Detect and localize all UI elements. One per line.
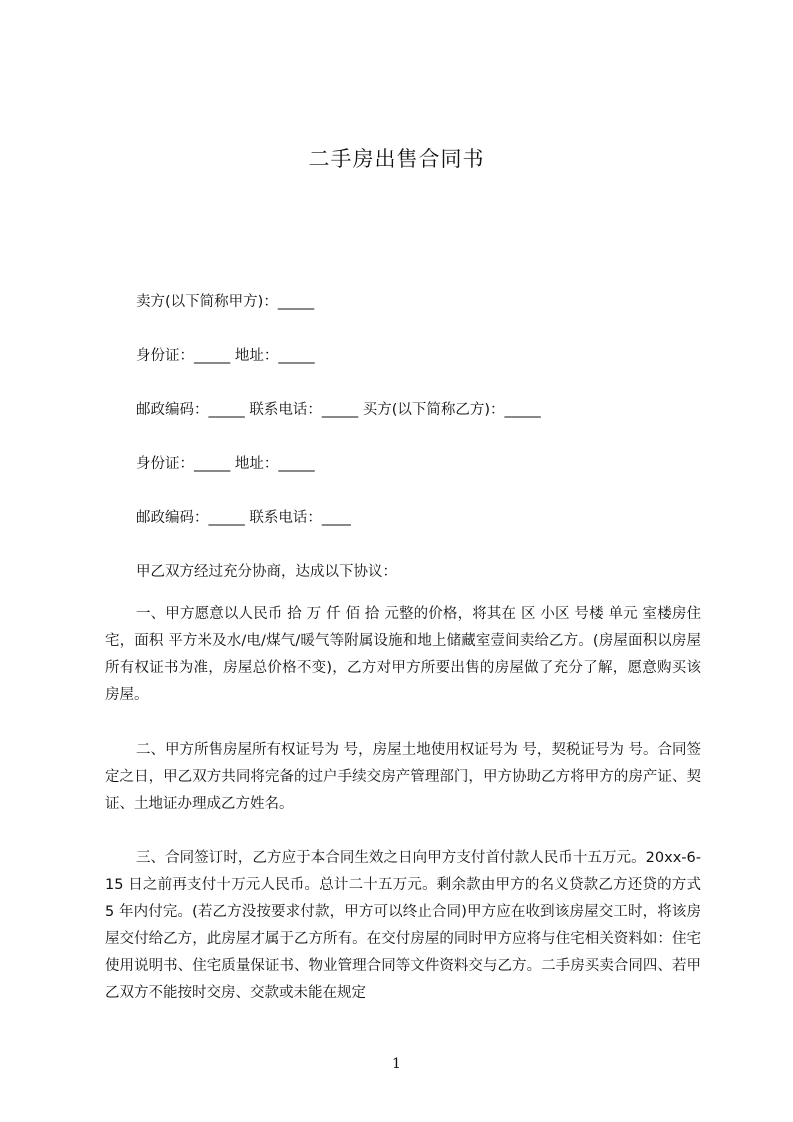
page-number: 1 (392, 1056, 401, 1072)
buyer-id-address-field: 身份证：_____ 地址：_____ (136, 456, 315, 472)
seller-postal-phone-buyer-field: 邮政编码：_____ 联系电话：_____ 买方(以下简称乙方)：_____ (136, 402, 541, 418)
clause-2: 二、甲方所售房屋所有权证号为 号，房屋土地使用权证号为 号，契税证号为 号。合同签定之日，甲乙双方共同将完备的过户手续交房产管理部门，甲方协助乙方将甲方的房产证、契证、土地证办理成乙方姓名。 (105, 742, 701, 812)
document-title: 二手房出售合同书 (308, 147, 485, 171)
clause-3: 三、合同签订时，乙方应于本合同生效之日向甲方支付首付款人民币十五万元。20xx-6-15 日之前再支付十万元人民币。总计二十五万元。剩余款由甲方的名义贷款乙方还贷的方式 5 年内付完。(若乙方没按要求付款，甲方可以终止合同)甲方应在收到该房屋交工时，将该房屋交付给乙方，此房屋才属于乙方所有。在交付房屋的同时甲方应将与住宅相关资料如：住宅使用说明书、住宅质量保证书、物业管理合同等文件资料交与乙方。二手房买卖合同四、若甲乙双方不能按时交房、交款或未能在规定 (105, 850, 701, 1001)
seller-field: 卖方(以下简称甲方)：_____ (136, 294, 315, 310)
seller-id-address-field: 身份证：_____ 地址：_____ (136, 348, 315, 364)
buyer-postal-phone-field: 邮政编码：_____ 联系电话：____ (136, 510, 351, 526)
clause-1: 一、甲方愿意以人民币 拾 万 仟 佰 拾 元整的价格，将其在 区 小区 号楼 单元 室楼房住宅，面积 平方米及水/电/煤气/暖气等附属设施和地上储藏室壹间卖给乙方。(房屋面积以房屋所有权证书为准，房屋总价格不变)，乙方对甲方所要出售的房屋做了充分了解，愿意购买该房屋。 (105, 606, 701, 703)
agreement-intro: 甲乙双方经过充分协商，达成以下协议： (136, 564, 397, 580)
